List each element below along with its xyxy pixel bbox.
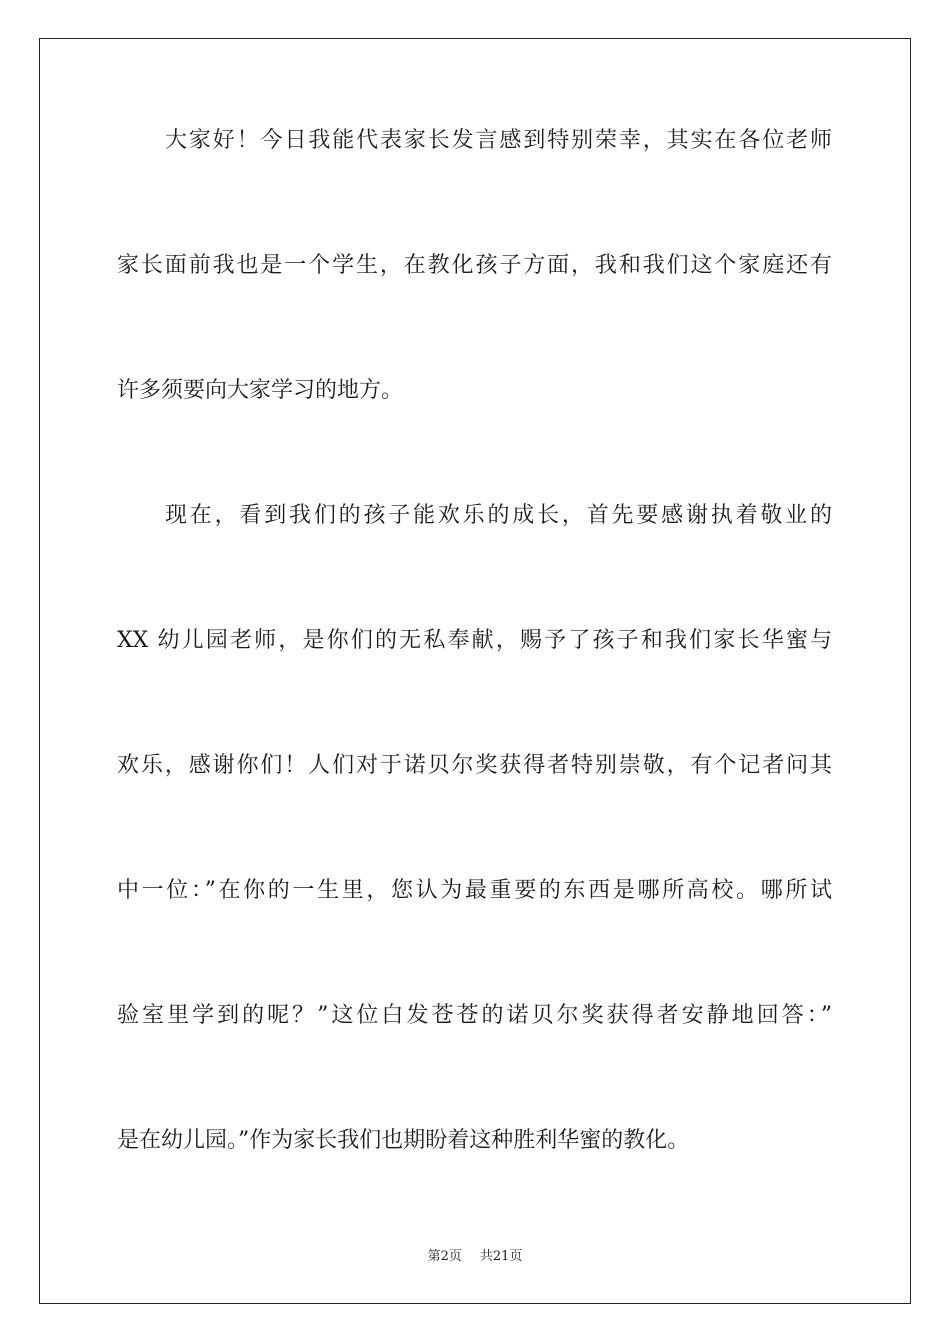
text-line: 许多须要向大家学习的地方。 [117, 378, 404, 403]
page-footer [0, 1245, 950, 1264]
page-border [39, 38, 911, 1304]
page-number: 第2页 [427, 1249, 462, 1264]
text-line: 大家好！今日我能代表家长发言感到特别荣幸，其实在各位老师 [165, 128, 832, 153]
text-line: 中一位：”在你的一生里，您认为最重要的东西是哪所高校。哪所试 [117, 878, 832, 903]
text-line: 家长面前我也是一个学生，在教化孩子方面，我和我们这个家庭还有 [117, 253, 832, 278]
text-line: 现在，看到我们的孩子能欢乐的成长，首先要感谢执着敬业的 [165, 503, 832, 528]
text-line: 是在幼儿园。”作为家长我们也期盼着这种胜利华蜜的教化。 [117, 1128, 690, 1153]
text-line: 欢乐，感谢你们！人们对于诺贝尔奖获得者特别崇敬，有个记者问其 [117, 753, 832, 778]
text-line: XX 幼儿园老师，是你们的无私奉献，赐予了孩子和我们家长华蜜与 [117, 628, 832, 653]
text-line: 验室里学到的呢？”这位白发苍苍的诺贝尔奖获得者安静地回答：” [117, 1003, 832, 1028]
page-total: 共21页 [479, 1249, 523, 1264]
